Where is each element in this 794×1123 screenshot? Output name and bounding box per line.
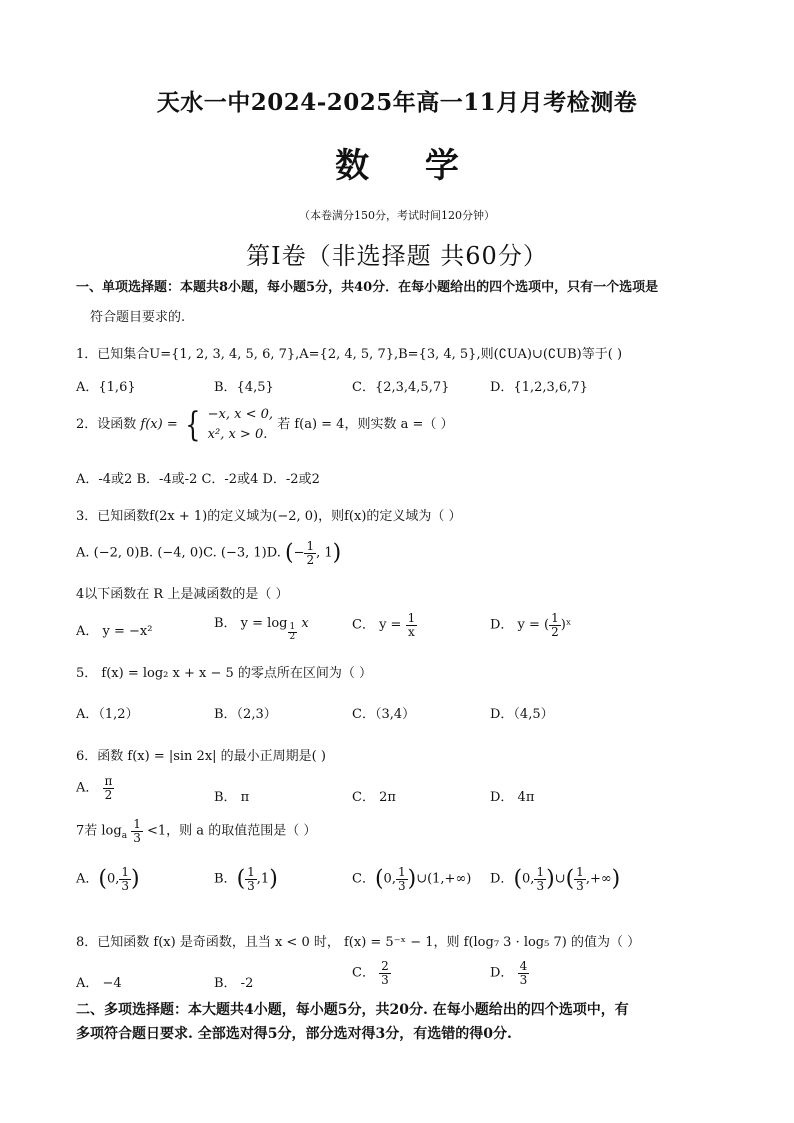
q8-option-b: B． -2: [214, 976, 254, 991]
frac-den: 3: [133, 830, 141, 845]
q7-option-a: [76, 866, 140, 892]
q3-options: A. (−2, 0)B. (−4, 0)C. (−3, 1)D. (− $\frac{1}{2}$ , 1): [76, 539, 342, 567]
frac-num: 1: [551, 611, 559, 625]
q7-option-b: [214, 866, 278, 892]
q4-option-a: A． y = −x²: [76, 624, 153, 639]
frac-den: 2: [551, 624, 559, 639]
q7-a-in: 0,: [106, 871, 120, 887]
question-6: 6．函数 f(x) = |sin 2x| 的最小正周期是( ): [76, 749, 326, 764]
q8-option-d: [490, 960, 529, 986]
q7-a-pre: A．: [76, 871, 99, 887]
q5-option-d: D．（4,5）: [490, 707, 554, 722]
question-4: 4以下函数在 R 上是减函数的是（ ）: [76, 587, 289, 602]
paren-close: ): [269, 866, 278, 892]
section-2-heading: [76, 998, 726, 1046]
q2-cases: [208, 405, 273, 444]
q4-b-base: [288, 623, 298, 643]
q4-d-frac: [549, 612, 561, 638]
q7-b-in: ,1: [256, 871, 270, 887]
q2-case-2: x², x > 0.: [207, 426, 268, 442]
paren-close: ): [131, 866, 140, 892]
q5-option-a: A．（1,2）: [76, 707, 139, 722]
frac-den: 3: [536, 878, 545, 893]
frac-num: 1: [306, 539, 315, 553]
frac-den: 2: [306, 552, 315, 567]
subject-title: 数 学: [335, 146, 481, 186]
q7-d-frac: [534, 866, 546, 892]
frac-den: 3: [397, 878, 406, 893]
frac-den: 2: [289, 632, 296, 642]
q4-c-frac: [406, 612, 418, 638]
q8-option-a: A． −4: [76, 976, 122, 991]
q7-c-in: 0,: [383, 871, 396, 887]
frac-den: 3: [121, 878, 130, 893]
frac-num: 1: [407, 611, 416, 625]
paren-open: (: [513, 866, 523, 892]
volume-title: 第Ⅰ卷（非选择题 共60分）: [246, 242, 548, 270]
frac-num: π: [104, 774, 113, 788]
q7-frac: [131, 818, 143, 844]
q3-d-paren: (: [284, 540, 294, 566]
question-7: [76, 818, 736, 844]
q6-a-frac: [103, 775, 115, 801]
q1-option-a: A．{1,6}: [76, 380, 136, 395]
q8-c-frac: [379, 960, 391, 986]
frac-den: 3: [381, 972, 389, 987]
exam-note: （本卷满分150分，考试时间120分钟）: [299, 209, 495, 222]
section-1-line2: 符合题目要求的.: [90, 310, 186, 325]
question-5: 5． f(x) = log₂ x + x − 5 的零点所在区间为（ ）: [76, 666, 373, 681]
q3-d-frac: [304, 540, 316, 566]
q1-option-b: B．{4,5}: [214, 380, 274, 395]
frac-num: 1: [121, 865, 130, 879]
frac-num: 4: [519, 959, 528, 973]
q4-c-pre: C． y =: [352, 617, 402, 633]
section-2-line2: 多项符合题日要求. 全部选对得5分，部分选对得3分，有选错的得0分.: [76, 1026, 512, 1042]
q7-d-frac2: [574, 866, 586, 892]
paren-open: (: [236, 866, 246, 892]
q5-option-c: C．（3,4）: [352, 707, 416, 722]
paren-open: (: [374, 866, 384, 892]
paren-open: (: [565, 866, 575, 892]
frac-den: 3: [576, 878, 584, 893]
q2-case-1: −x, x < 0,: [207, 407, 274, 422]
q8-d-pre: D．: [490, 965, 514, 981]
frac-num: 1: [536, 865, 545, 879]
paren-open: (: [98, 866, 107, 892]
q4-d-post: )ˣ: [560, 617, 572, 633]
q6-option-b: B． π: [214, 790, 250, 805]
q7-d-mid: ∪: [554, 871, 566, 887]
q7-d-post: ,+∞: [585, 871, 612, 887]
frac-den: 3: [519, 972, 528, 987]
paren-close: ): [611, 866, 621, 892]
q4-d-pre: D． y = (: [490, 617, 550, 633]
frac-num: 1: [576, 865, 584, 879]
q1-option-d: D．{1,2,3,6,7}: [490, 380, 588, 395]
q3-d-paren-close: ): [332, 540, 342, 566]
question-2: [76, 405, 736, 444]
frac-num: 2: [381, 959, 389, 973]
q7-b-frac: [245, 866, 257, 892]
q7-a-frac: [119, 866, 131, 892]
q8-d-frac: [518, 960, 530, 986]
q6-option-a: [76, 775, 114, 801]
q7-d-pre: D．: [490, 871, 514, 887]
q7-c-pre: C．: [352, 871, 375, 887]
paren-close: ): [546, 866, 555, 892]
q6-a-pre: A．: [76, 780, 99, 796]
q4-option-d: [490, 612, 571, 638]
q7-pre: 7若 log: [76, 823, 122, 839]
q7-option-c: [352, 866, 471, 892]
q4-option-b: [214, 612, 309, 642]
frac-num: 1: [133, 817, 141, 831]
q6-option-d: D． 4π: [490, 790, 535, 805]
question-3: 3．已知函数f(2x + 1)的定义域为(−2, 0)，则f(x)的定义域为（ ）: [76, 509, 462, 524]
q7-d-in: 0,: [522, 871, 535, 887]
q2-post: 若 f(a) = 4，则实数 a =（ ）: [277, 417, 454, 432]
frac-den: 2: [104, 787, 113, 802]
exam-title: 天水一中2024-2025年高一11月月考检测卷: [156, 89, 638, 116]
q2-options: A．-4或2 B．-4或-2 C．-2或4 D．-2或2: [76, 472, 320, 487]
q7-sub: a: [121, 831, 128, 842]
q4-b-post: x: [297, 616, 309, 631]
q7-c-frac: [396, 866, 408, 892]
frac-den: 3: [247, 878, 255, 893]
frac-num: 1: [289, 621, 296, 632]
q7-post: <1，则 a 的取值范围是（ ）: [147, 823, 317, 839]
q7-c-post: ∪(1,+∞): [416, 871, 472, 887]
section-1-heading: [76, 273, 726, 333]
paren-close: ): [407, 866, 417, 892]
q8-option-c: [352, 960, 391, 986]
q7-option-d: [490, 866, 620, 892]
q6-option-c: C． 2π: [352, 790, 396, 805]
section-2-line1: 二、多项选择题：本大题共4小题，每小题5分，共20分. 在每小题给出的四个选项中，有: [76, 1002, 629, 1018]
frac-den: x: [408, 624, 415, 639]
q3-options-abc: A. (−2, 0)B. (−4, 0)C. (−3, 1)D.: [76, 545, 281, 561]
question-8: 8．已知函数 f(x) 是奇函数，且当 x < 0 时， f(x) = 5⁻ˣ − 1，则 f(log₇ 3 · log₅ 7) 的值为（ ）: [76, 935, 641, 950]
q5-option-b: B．（2,3）: [214, 707, 277, 722]
q7-b-pre: B．: [214, 871, 237, 887]
q1-option-c: C．{2,3,4,5,7}: [352, 380, 450, 395]
question-1: 1．已知集合U={1, 2, 3, 4, 5, 6, 7},A={2, 4, 5, 7},B={3, 4, 5},则(∁UA)∪(∁UB)等于( ): [76, 347, 623, 362]
q4-b-pre: B． y = log: [214, 616, 288, 631]
q8-c-pre: C．: [352, 965, 375, 981]
q4-option-c: [352, 612, 417, 638]
q2-fx: f(x) =: [140, 417, 178, 432]
brace-symbol: {: [185, 404, 201, 445]
frac-num: 1: [397, 865, 406, 879]
section-1-line1: 一、单项选择题：本题共8小题，每小题5分，共40分．在每小题给出的四个选项中，只有一个选项是: [76, 280, 659, 295]
frac-num: 1: [247, 865, 255, 879]
q2-pre: 2．设函数: [76, 417, 137, 432]
